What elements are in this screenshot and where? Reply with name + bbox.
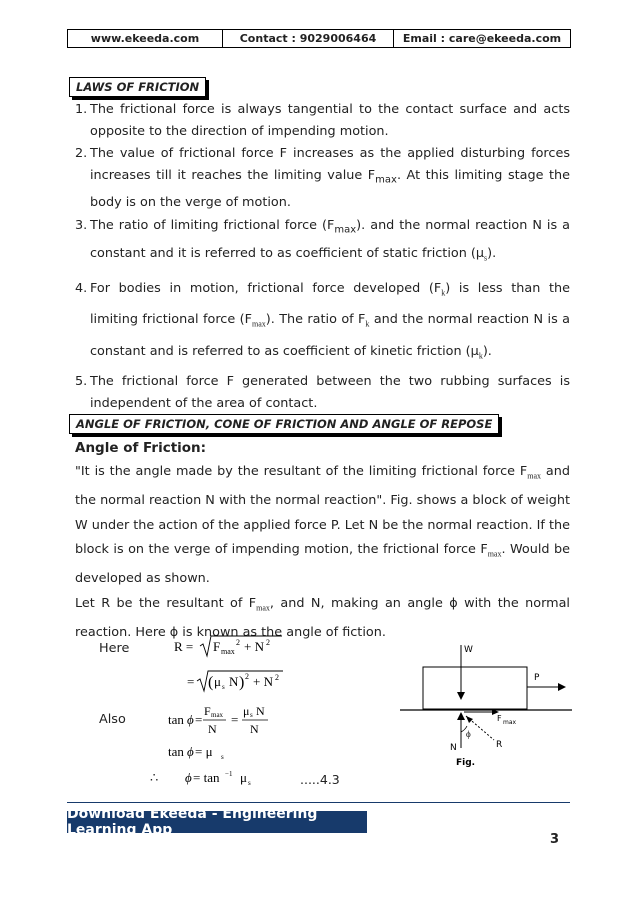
law-text: The ratio of limiting frictional force (F (90, 217, 335, 233)
svg-text:F: F (204, 704, 211, 718)
law-text: ) is less than the limiting frictional force (F (90, 280, 570, 328)
therefore-symbol: ∴ (150, 770, 159, 785)
svg-text:2: 2 (275, 673, 279, 682)
law-text: and the normal reaction N is a constant and is referred to as coefficient of kinetic friction (μ (90, 312, 570, 359)
page-number: 3 (550, 832, 560, 847)
svg-text:= μ: = μ (195, 744, 213, 759)
equation-phi-svg (185, 768, 275, 788)
svg-text:2: 2 (266, 638, 270, 647)
footer-rule (67, 802, 570, 803)
fig-label-w: W (464, 645, 473, 655)
angle-subheading: Angle of Friction: (75, 440, 207, 456)
para-text: . Would be developed as shown. (75, 542, 570, 587)
svg-text:−1: −1 (225, 770, 233, 778)
svg-text:μ: μ (214, 674, 221, 689)
subscript: max (256, 603, 270, 613)
law-item-4 (75, 275, 570, 370)
equation-tan-svg (168, 700, 278, 740)
law-item-3 (75, 214, 570, 271)
law-number: 4. (75, 280, 88, 296)
subscript: max (334, 224, 357, 236)
laws-heading: LAWS OF FRICTION (69, 77, 206, 97)
subscript: k (441, 288, 446, 298)
header-email[interactable]: Email : care@ekeeda.com (402, 32, 562, 45)
svg-text:+ N: + N (253, 674, 273, 689)
svg-text:N: N (250, 722, 259, 736)
equation-r2 (187, 667, 297, 701)
subscript: k (365, 319, 370, 329)
angle-section (75, 436, 570, 645)
svg-text:2: 2 (236, 638, 240, 647)
equation-r2-svg (187, 667, 297, 697)
header-contact: Contact : 9029006464 (223, 30, 394, 47)
equation-r-svg (174, 632, 284, 662)
equation-tan2 (168, 742, 248, 766)
svg-text:μ: μ (243, 704, 250, 718)
download-app-banner[interactable]: Download Ekeeda - Engineering Learning App (67, 811, 367, 833)
svg-text:2: 2 (245, 672, 249, 681)
law-number: 3. (75, 217, 88, 233)
svg-text:μ: μ (240, 770, 247, 785)
equation-tan (168, 700, 278, 744)
subscript: s (484, 253, 488, 263)
header-bar (67, 29, 571, 48)
svg-text:=: = (187, 674, 195, 689)
svg-text:=: = (231, 712, 239, 727)
fig-label-fmax: F (497, 714, 502, 723)
law-text: ). (482, 343, 492, 359)
here-label: Here (99, 641, 130, 656)
law-text: The value of frictional force F increases as the applied disturbing forces increases till it reaches the limiting value F (90, 146, 570, 183)
svg-text:max: max (211, 711, 224, 719)
fig-label-fmax-sub: max (503, 719, 517, 726)
fig-label-phi: ϕ (466, 729, 471, 739)
law-text: ). The ratio of F (265, 312, 366, 328)
subscript: max (527, 471, 542, 481)
para-text: "It is the angle made by the resultant of the limiting frictional force F (75, 464, 528, 479)
fig-label-r: R (496, 740, 503, 750)
equation-tan2-svg (168, 742, 248, 762)
svg-text:tan: tan (168, 712, 184, 727)
paragraph-1 (75, 460, 570, 592)
svg-text:s: s (222, 683, 225, 691)
svg-text:=: = (195, 712, 203, 727)
law-text: The frictional force F generated between the two rubbing surfaces is independent of the area of contact. (90, 374, 570, 412)
svg-text:= tan: = tan (193, 770, 220, 785)
paragraph-2 (75, 592, 570, 646)
friction-figure (400, 640, 580, 784)
svg-text:+ N: + N (244, 639, 264, 654)
svg-text:s: s (250, 711, 253, 719)
svg-text:ϕ: ϕ (185, 770, 192, 785)
svg-text:N: N (256, 704, 265, 718)
svg-text:N: N (229, 674, 239, 689)
fig-label-p: P (534, 673, 540, 683)
laws-list (75, 99, 570, 415)
angle-heading: ANGLE OF FRICTION, CONE OF FRICTION AND ANGLE OF REPOSE (69, 414, 499, 434)
svg-text:tan: tan (168, 744, 184, 759)
equation-r (174, 632, 284, 666)
subscript: k (478, 351, 483, 361)
svg-text:R =: R = (174, 639, 194, 654)
svg-text:s: s (221, 753, 224, 761)
law-text: ). (487, 246, 497, 262)
para-text: and the normal reaction N with the normal reaction". Fig. shows a block of weight W under the action of the applied force P. Let N be the normal reaction. If the block is on the verge of impending motion, the frictional force F (75, 464, 570, 558)
svg-text:): ) (239, 674, 245, 691)
svg-text:ϕ: ϕ (187, 712, 194, 727)
para-text: Let R be the resultant of F (75, 595, 257, 611)
law-text: The frictional force is always tangential to the contact surface and acts opposite to the direction of impending motion. (90, 102, 570, 139)
svg-text:ϕ: ϕ (187, 744, 194, 759)
svg-text:s: s (248, 779, 251, 787)
law-number: 2. (75, 146, 88, 161)
subscript: max (487, 549, 502, 559)
header-website[interactable]: www.ekeeda.com (68, 30, 223, 47)
subscript: max (375, 174, 397, 186)
svg-text:(: ( (208, 674, 214, 691)
equation-number: .....4.3 (300, 772, 340, 787)
para-text: , and N, making an angle ϕ with the normal reaction. Here ϕ is known as the angle of fiction. (75, 595, 570, 640)
also-label: Also (99, 712, 126, 727)
law-text: ). and the normal reaction N is a constant and it is referred to as coefficient of static friction (μ (90, 217, 570, 262)
law-text: For bodies in motion, frictional force developed (F (90, 280, 442, 296)
friction-diagram (400, 640, 580, 780)
fig-caption: Fig. (456, 758, 476, 768)
svg-text:F: F (213, 639, 221, 654)
law-item-1 (75, 99, 570, 143)
svg-text:max: max (221, 647, 235, 656)
law-number: 1. (75, 102, 88, 117)
law-item-2 (75, 143, 570, 214)
law-number: 5. (75, 374, 88, 390)
fig-label-n: N (450, 743, 457, 753)
svg-text:N: N (208, 722, 217, 736)
equation-phi (185, 768, 275, 792)
subscript: max (251, 319, 266, 329)
law-text: . At this limiting stage the body is on the verge of motion. (90, 168, 570, 210)
law-item-5 (75, 371, 570, 415)
